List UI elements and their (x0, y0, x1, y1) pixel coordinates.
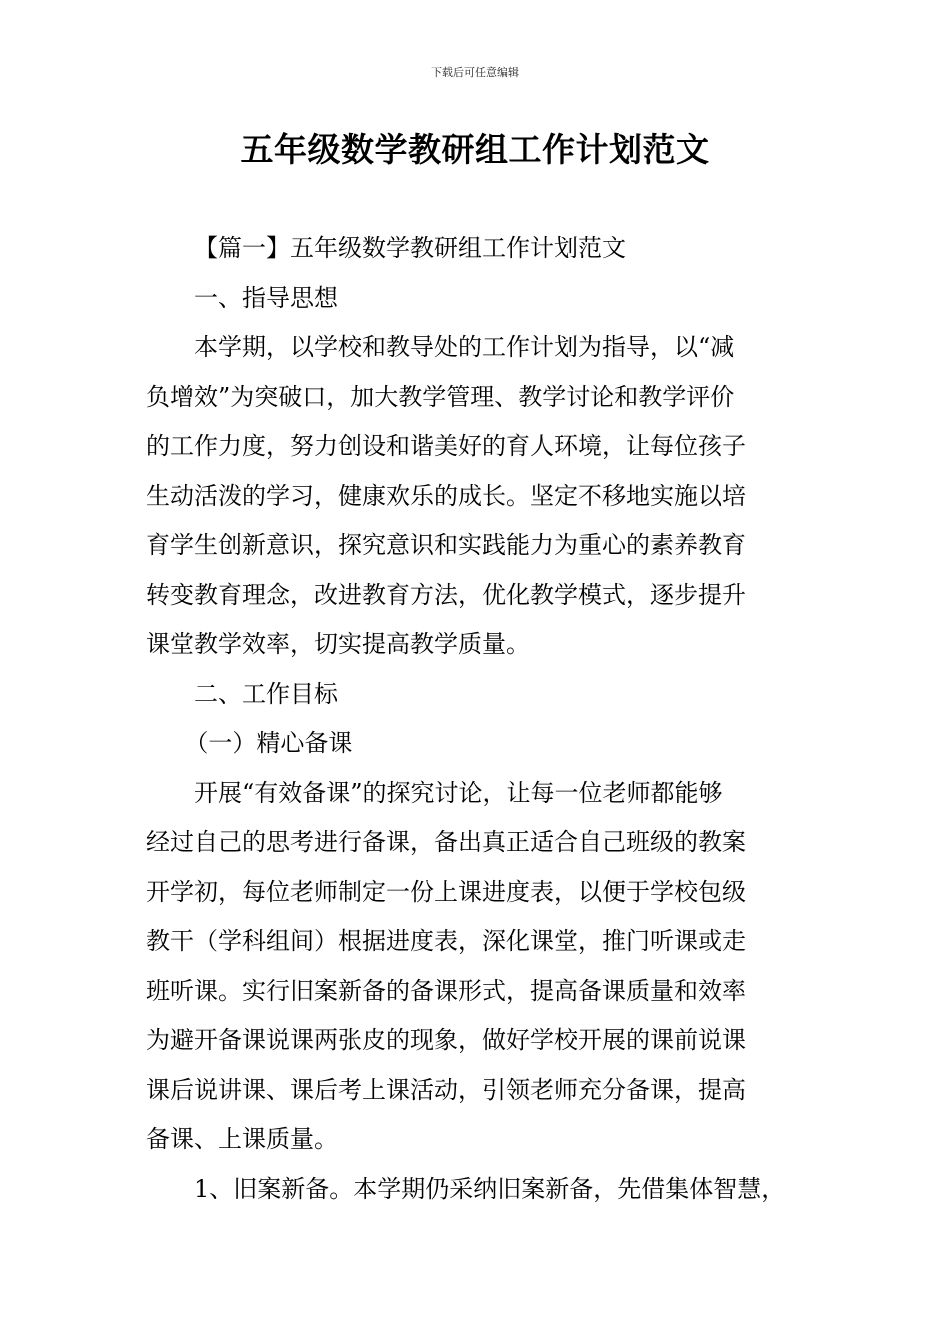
header-note: 下载后可任意编辑 (431, 66, 519, 79)
paragraph-line: 育学生创新意识，探究意识和实践能力为重心的素养教育 (146, 531, 746, 559)
paragraph-line: 开学初，每位老师制定一份上课进度表，以便于学校包级 (146, 877, 746, 906)
subheading-careful-preparation: （一）精心备课 (184, 729, 353, 757)
paragraph-line: 的工作力度，努力创设和谐美好的育人环境，让每位孩子 (146, 432, 746, 460)
document-title: 五年级数学教研组工作计划范文 (240, 130, 710, 169)
paragraph-old-plan-new-prep: 1、旧案新备。本学期仍采纳旧案新备，先借集体智慧， (194, 1174, 786, 1203)
paragraph-line: 备课、上课质量。 (146, 1125, 338, 1153)
paragraph-line: 经过自己的思考进行备课，备出真正适合自己班级的教案 (146, 828, 746, 856)
section-heading: 【篇一】五年级数学教研组工作计划范文 (194, 234, 626, 262)
paragraph-line: 负增效”为突破口，加大教学管理、教学讨论和教学评价 (146, 382, 735, 411)
heading-guiding-thought: 一、指导思想 (194, 283, 338, 312)
paragraph-line: 班听课。实行旧案新备的备课形式，提高备课质量和效率 (146, 976, 746, 1005)
paragraph-line: 开展“有效备课”的探究讨论，让每一位老师都能够 (194, 778, 723, 807)
paragraph-line: 为避开备课说课两张皮的现象，做好学校开展的课前说课 (146, 1026, 746, 1054)
paragraph-line: 教干（学科组间）根据进度表，深化课堂，推门听课或走 (146, 927, 746, 955)
paragraph-line: 转变教育理念，改进教育方法，优化教学模式，逐步提升 (146, 580, 746, 609)
paragraph-guiding-thought (146, 323, 811, 670)
heading-work-goals: 二、工作目标 (194, 679, 338, 708)
paragraph-line: 课堂教学效率，切实提高教学质量。 (146, 630, 530, 658)
paragraph-line: 本学期，以学校和教导处的工作计划为指导，以“减 (194, 333, 735, 361)
document-body (146, 224, 811, 1214)
paragraph-line: 课后说讲课、课后考上课活动，引领老师充分备课，提高 (146, 1075, 746, 1104)
paragraph-line: 生动活泼的学习，健康欢乐的成长。坚定不移地实施以培 (146, 481, 746, 510)
paragraph-careful-preparation (146, 769, 811, 1165)
